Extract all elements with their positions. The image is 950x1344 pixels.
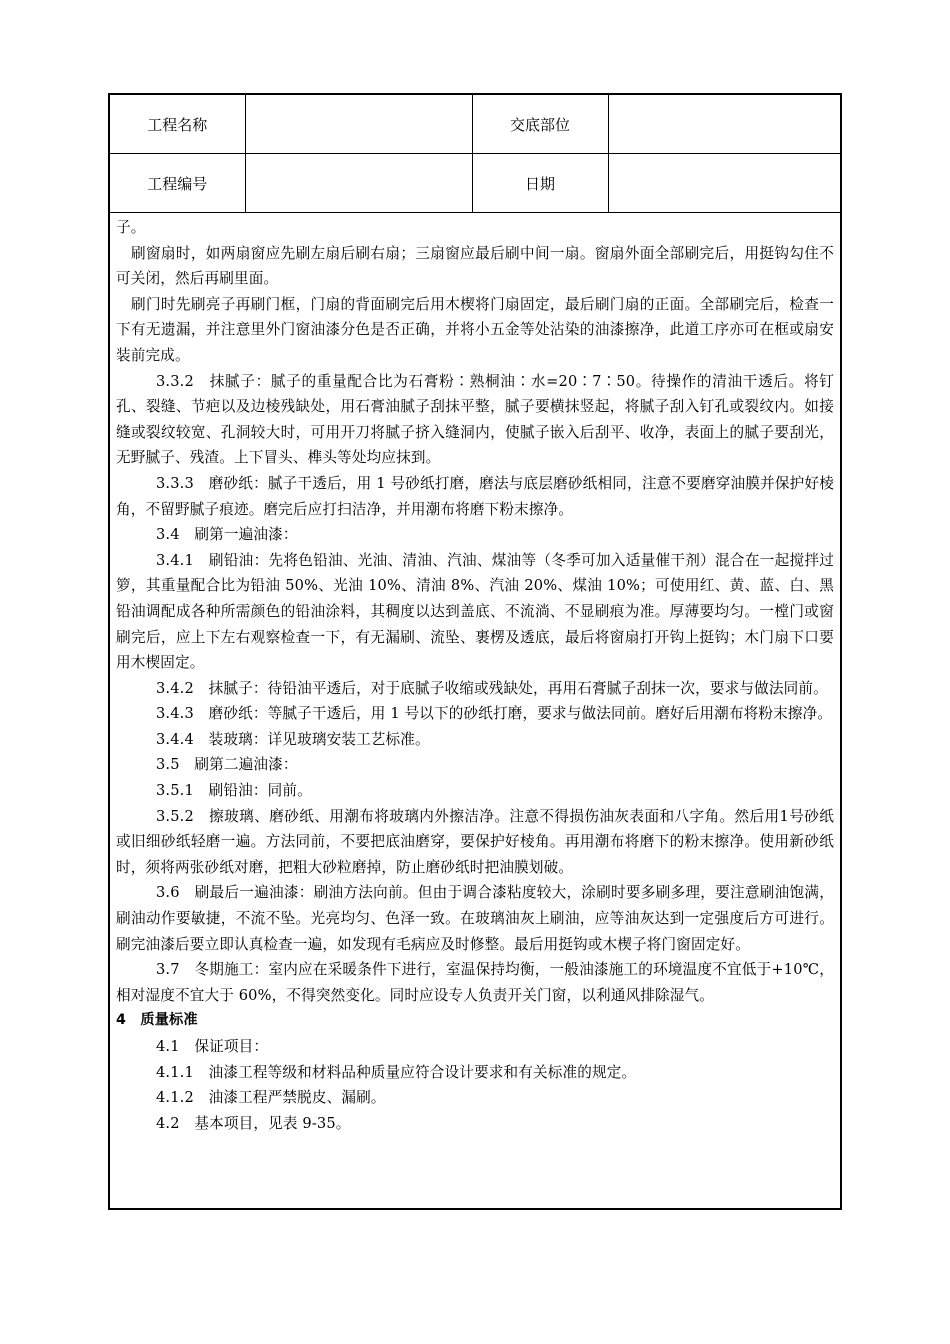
project-name-value (245, 95, 472, 154)
paragraph: 4.1.1 油漆工程等级和材料品种质量应符合设计要求和有关标准的规定。 (156, 1063, 637, 1081)
paragraph: 3.5.1 刷铅油：同前。 (156, 782, 312, 800)
project-no-label: 工程编号 (110, 154, 245, 213)
paragraph: 刷门时先刷亮子再刷门框，门扇的背面刷完后用木楔将门扇固定，最后刷门扇的正面。全部刷完后，检查一下有无遗漏，并注意里外门窗油漆分色是否正确，并将小五金等处沾染的油漆擦净，此道工序亦可在框或扇安装前完成。 (116, 295, 834, 364)
paragraph: 3.7 冬期施工：室内应在采暖条件下进行，室温保持均衡，一般油漆施工的环境温度不宜低于+10℃，相对湿度不宜大于 60%，不得突然变化。同时应设专人负责开关门窗，以利通风排除湿气。 (116, 961, 834, 1004)
paragraph: 3.6 刷最后一遍油漆：刷油方法向前。但由于调合漆粘度较大，涂刷时要多刷多理，要注意刷油饱满，刷油动作要敏捷，不流不坠。光亮均匀、色泽一致。在玻璃油灰上刷油，应等油灰达到一定强度后方可进行。刷完油漆后要立即认真检查一遍，如发现有毛病应及时修整。最后用挺钩或木楔子将门窗固定好。 (116, 884, 834, 953)
paragraph: 3.5.2 擦玻璃、磨砂纸、用潮布将玻璃内外擦洁净。注意不得损伤油灰表面和八字角。然后用1号砂纸或旧细砂纸轻磨一遍。方法同前，不要把底油磨穿，要保护好棱角。再用潮布将磨下的粉末擦净。使用新砂纸时，须将两张砂纸对磨，把粗大砂粒磨掉，防止磨砂纸时把油膜划破。 (116, 807, 834, 876)
section-heading: 3.4 刷第一遍油漆： (156, 526, 298, 544)
paragraph: 4.1.2 油漆工程严禁脱皮、漏刷。 (156, 1089, 386, 1107)
date-label: 日期 (472, 154, 608, 213)
project-name-label: 工程名称 (110, 95, 245, 154)
header-table (110, 95, 840, 213)
paragraph: 4.2 基本项目，见表 9-35。 (156, 1114, 351, 1132)
paragraph: 3.4.2 抹腻子：待铅油平透后，对于底腻子收缩或残缺处，再用石膏腻子刮抹一次，要求与做法同前。 (156, 679, 828, 697)
paragraph: 刷窗扇时，如两扇窗应先刷左扇后刷右扇；三扇窗应最后刷中间一扇。窗扇外面全部刷完后，用挺钩勾住不可关闭，然后再刷里面。 (116, 244, 834, 288)
paragraph: 3.3.3 磨砂纸：腻子干透后，用 1 号砂纸打磨，磨法与底层磨砂纸相同，注意不要磨穿油膜并保护好棱角，不留野腻子痕迹。磨完后应打扫洁净，并用潮布将磨下粉末擦净。 (116, 474, 834, 518)
paragraph: 3.3.2 抹腻子：腻子的重量配合比为石膏粉∶熟桐油∶水=20∶7∶50。待操作的清油干透后。将钉孔、裂缝、节疤以及边棱残缺处，用石膏油腻子刮抹平整，腻子要横抹竖起，将腻子刮入钉孔或裂纹内。如接缝或裂纹较宽、孔洞较大时，可用开刀将腻子挤入缝洞内，使腻子嵌入后刮平、收净，表面上的腻子要刮光，无野腻子、残渣。上下冒头、榫头等处均应抹到。 (116, 372, 834, 467)
paragraph: 子。 (116, 219, 146, 236)
paragraph: 3.4.1 刷铅油：先将色铅油、光油、清油、汽油、煤油等（冬季可加入适量催干剂）混合在一起搅拌过箩，其重量配合比为铅油 50%、光油 10%、清油 8%、汽油 20%、煤油 10%；可使用红、黄、蓝、白、黑铅油调配成各种所需颜色的铅油涂料，其稠度以达到盖底、不流淌、不显刷痕为准。厚薄要均匀。一樘门或窗刷完后，应上下左右观察检查一下，有无漏刷、流坠、裹楞及透底，最后将窗扇打开钩上挺钩；木门扇下口要用木楔固定。 (116, 551, 834, 672)
chapter-heading: 4 质量标准 (116, 1012, 198, 1029)
document-frame (108, 93, 842, 1210)
section-heading: 4.1 保证项目： (156, 1038, 269, 1055)
handover-part-label: 交底部位 (472, 95, 608, 154)
handover-part-value (608, 95, 840, 154)
paragraph: 3.4.4 装玻璃：详见玻璃安装工艺标准。 (156, 730, 430, 748)
header-row-1 (110, 95, 840, 154)
paragraph: 3.4.3 磨砂纸：等腻子干透后，用 1 号以下的砂纸打磨，要求与做法同前。磨好后用潮布将粉末擦净。 (156, 705, 833, 723)
section-heading: 3.5 刷第二遍油漆： (156, 756, 298, 774)
project-no-value (245, 154, 472, 213)
document-body (116, 215, 834, 1136)
header-row-2 (110, 154, 840, 213)
date-value (608, 154, 840, 213)
